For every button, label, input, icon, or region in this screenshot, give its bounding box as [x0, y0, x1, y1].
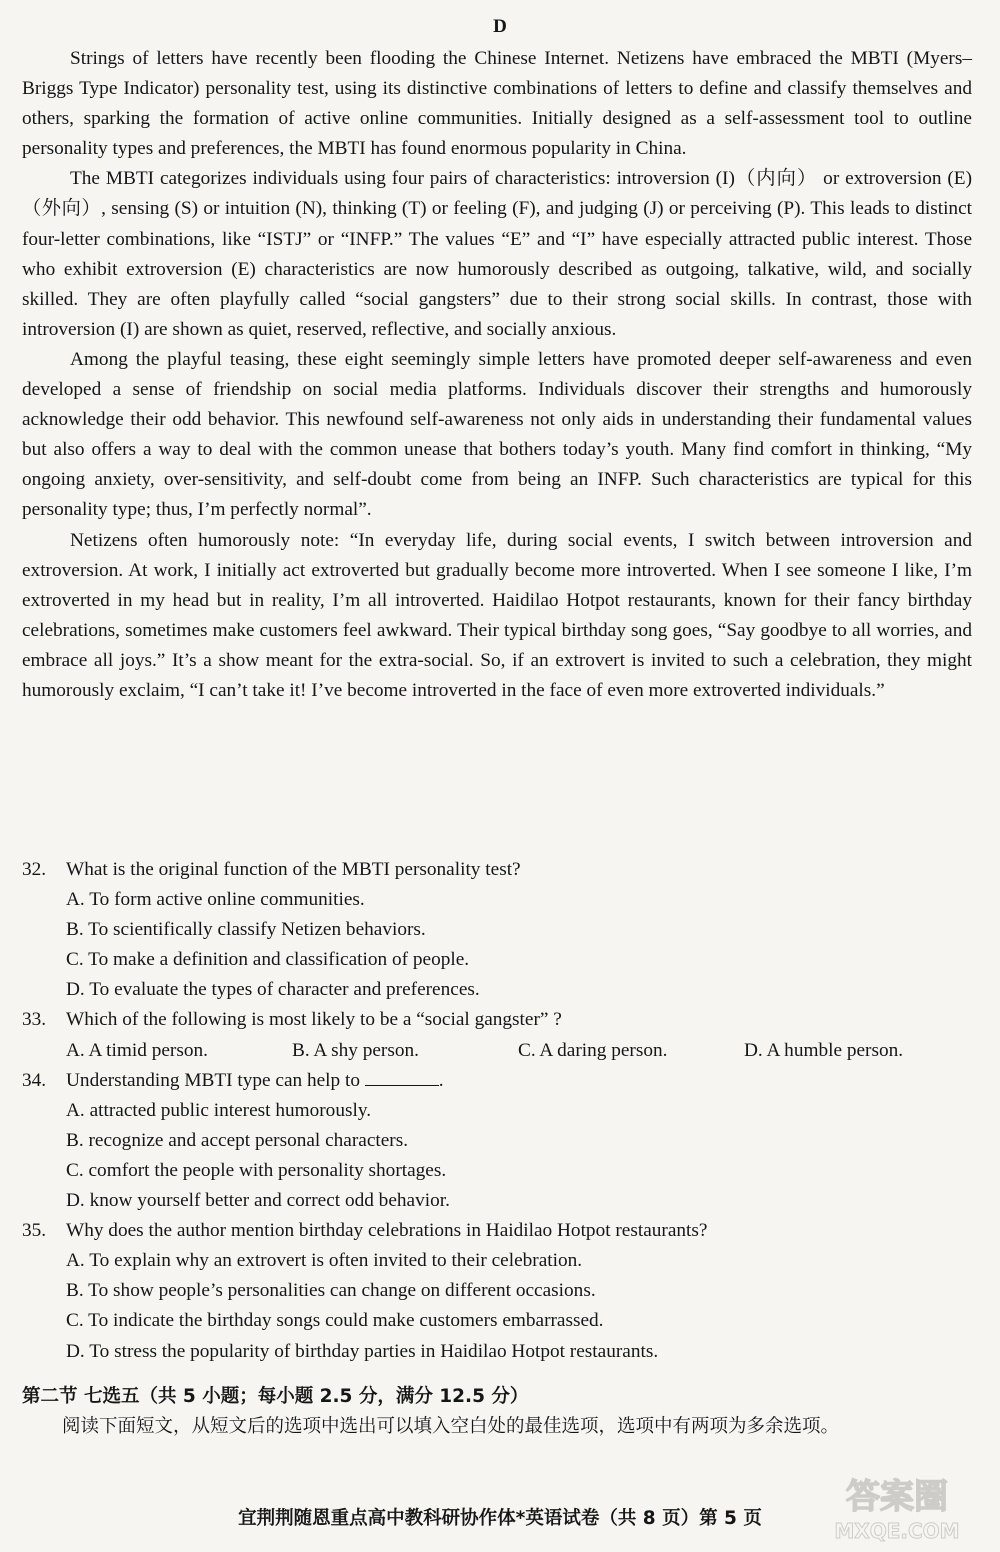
option-c: C. comfort the people with personality shortages.: [66, 1159, 447, 1181]
question-stem: Why does the author mention birthday celebrations in Haidilao Hotpot restaurants?: [66, 1220, 708, 1242]
question-stem-end: .: [438, 1069, 444, 1091]
option-d: D. To evaluate the types of character and preferences.: [66, 979, 480, 1001]
option-d: D. know yourself better and correct odd behavior.: [66, 1190, 450, 1212]
question-number: 35.: [22, 1220, 47, 1242]
section-instruction: 阅读下面短文，从短文后的选项中选出可以填入空白处的最佳选项，选项中有两项为多余选项。: [62, 1416, 840, 1437]
question-number: 33.: [22, 1009, 47, 1031]
option-c: C. A daring person.: [518, 1039, 668, 1061]
question-stem-text: Understanding MBTI type can help to: [66, 1069, 365, 1091]
option-c: C. To indicate the birthday songs could make customers embarrassed.: [66, 1310, 604, 1332]
section-2: [22, 1382, 977, 1442]
question-stem: [66, 1066, 444, 1096]
question-stem: Which of the following is most likely to be a “social gangster” ?: [66, 1009, 562, 1031]
watermark-logo: [812, 1468, 982, 1546]
option-b: B. To scientifically classify Netizen behaviors.: [66, 919, 426, 941]
question-number: 34.: [22, 1069, 47, 1091]
section-heading: 第二节 七选五（共 5 小题；每小题 2.5 分，满分 12.5 分）: [22, 1386, 529, 1407]
question-35: [22, 1216, 972, 1366]
question-number: 32.: [22, 859, 47, 880]
question-stem: What is the original function of the MBTI personality test?: [66, 859, 521, 880]
question-32: [22, 855, 972, 1005]
option-b: B. recognize and accept personal characters.: [66, 1129, 409, 1151]
option-d: D. To stress the popularity of birthday parties in Haidilao Hotpot restaurants.: [66, 1340, 659, 1362]
question-list: [22, 855, 972, 1367]
reading-passage: [22, 44, 972, 706]
passage-paragraph-2: The MBTI categorizes individuals using four pairs of characteristics: introversion (I)（内向） or extroversion (E)（外向）, sensing (S) or intuition (N), thinking (T) or feeling (F), and judging (J) or perceiving (P). This leads to distinct four-letter combinations, like “ISTJ” or “INFP.” The values “E” and “I” have especially attracted public interest. Those who exhibit extroversion (E) characteristics are now humorously described as outgoing, talkative, wild, and socially skilled. They are often playfully called “social gangsters” due to their strong social skills. In contrast, those with introversion (I) are shown as quiet, reserved, reflective, and socially anxious.: [22, 168, 972, 340]
option-b: B. To show people’s personalities can change on different occasions.: [66, 1280, 596, 1302]
svg-text:MXQE.COM: MXQE.COM: [834, 1519, 960, 1543]
option-a: A. A timid person.: [66, 1039, 208, 1061]
page-footer: 宜荆荆随恩重点高中教科研协作体*英语试卷（共 8 页）第 5 页: [238, 1508, 762, 1529]
option-b: B. A shy person.: [292, 1039, 419, 1061]
option-a: A. attracted public interest humorously.: [66, 1099, 372, 1121]
option-d: D. A humble person.: [744, 1039, 904, 1061]
option-c: C. To make a definition and classification of people.: [66, 949, 470, 971]
option-a: A. To form active online communities.: [66, 889, 365, 911]
question-34: [22, 1066, 972, 1216]
question-33: [22, 1005, 972, 1065]
answer-blank: [365, 1069, 439, 1086]
svg-text:答案圈: 答案圈: [846, 1477, 948, 1517]
option-a: A. To explain why an extrovert is often invited to their celebration.: [66, 1250, 583, 1272]
passage-paragraph-1: Strings of letters have recently been flooding the Chinese Internet. Netizens have embraced the MBTI (Myers–Briggs Type Indicator) personality test, using its distinctive combinations of letters to define and classify themselves and others, sparking the formation of active online communities. Initially designed as a self-assessment tool to outline personality types and preferences, the MBTI has found enormous popularity in China.: [22, 48, 972, 160]
section-letter: D: [493, 16, 507, 37]
passage-paragraph-3: Among the playful teasing, these eight seemingly simple letters have promoted deeper self-awareness and even developed a sense of friendship on social media platforms. Individuals discover their strengths and humorously acknowledge their odd behavior. This newfound self-awareness not only aids in understanding their fundamental values but also offers a way to deal with the common unease that bothers today’s youth. Many find comfort in thinking, “My ongoing anxiety, over-sensitivity, and self-doubt come from being an INFP. Such characteristics are typical for this personality type; thus, I’m perfectly normal”.: [22, 348, 972, 521]
passage-paragraph-4: Netizens often humorously note: “In everyday life, during social events, I switch between introversion and extroversion. At work, I initially act extroverted but gradually become more introverted. When I see someone I like, I’m extroverted in my head but in reality, I’m all introverted. Haidilao Hotpot restaurants, known for their fancy birthday celebrations, sometimes make customers feel awkward. Their typical birthday song goes, “Say goodbye to all worries, and embrace all joys.” It’s a show meant for the extra-social. So, if an extrovert is invited to such a celebration, they might humorously exclaim, “I can’t take it! I’ve become introverted in the face of even more extroverted individuals.”: [22, 529, 972, 701]
